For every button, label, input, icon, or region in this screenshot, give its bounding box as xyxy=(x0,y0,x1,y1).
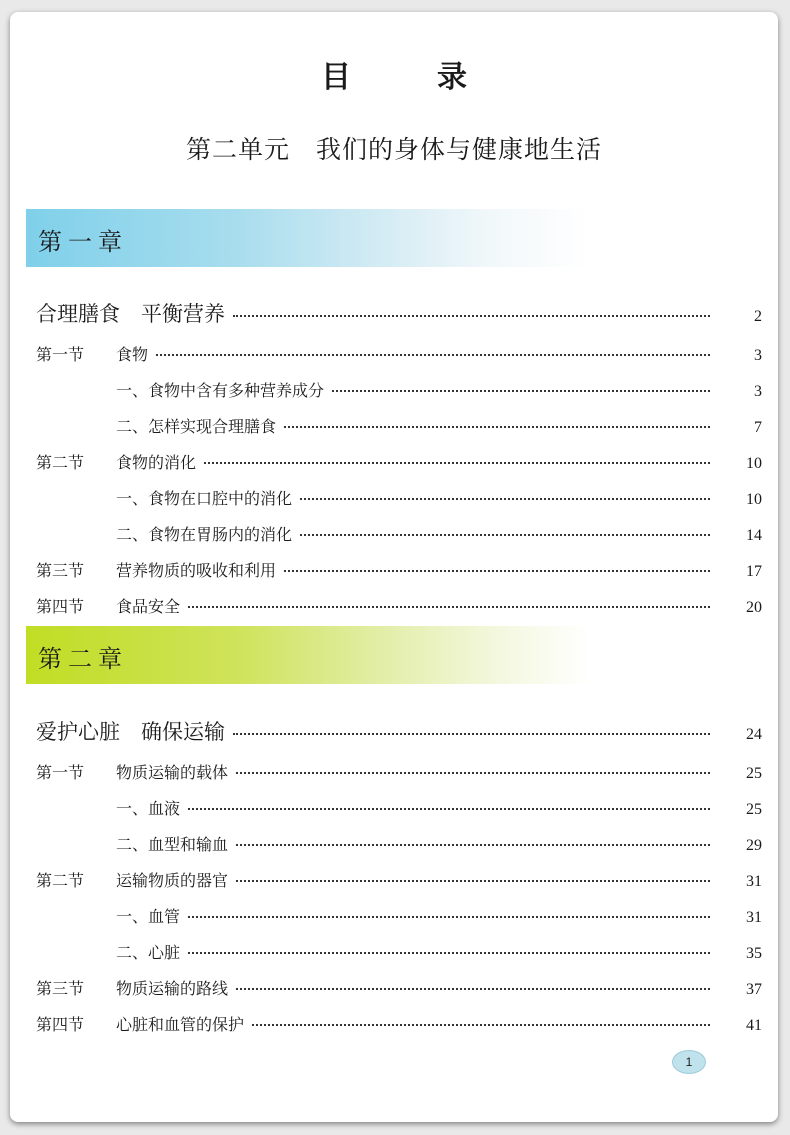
chapter-banner-1 xyxy=(26,209,778,267)
chapter-title-row-2[interactable] xyxy=(10,716,778,746)
chapter-label: 第一章 xyxy=(38,228,128,256)
chapter-title: 合理膳食 平衡营养 xyxy=(36,302,225,326)
leader-dots xyxy=(284,425,710,428)
entry-title: 食物 xyxy=(116,345,149,364)
toc-entry[interactable] xyxy=(10,868,778,891)
leader-dots xyxy=(236,879,710,882)
entry-title: 运输物质的器官 xyxy=(116,871,229,890)
entry-title: 二、食物在胃肠内的消化 xyxy=(116,525,293,544)
toc-entry[interactable] xyxy=(10,976,778,999)
page-number: 3 xyxy=(754,383,762,400)
chapter-label: 第二章 xyxy=(38,645,128,673)
page-number: 31 xyxy=(746,873,762,890)
toc-entry[interactable] xyxy=(10,1012,778,1035)
page-number-badge: 1 xyxy=(672,1050,706,1074)
page-title: 目 录 xyxy=(321,60,495,95)
toc-entry[interactable] xyxy=(10,940,778,963)
section-label: 第二节 xyxy=(36,453,85,472)
toc-entry[interactable] xyxy=(10,450,778,473)
toc-entry[interactable] xyxy=(10,832,778,855)
section-label: 第一节 xyxy=(36,763,85,782)
entry-title: 二、血型和输血 xyxy=(116,835,229,854)
unit-title: 第二单元 我们的身体与健康地生活 xyxy=(185,135,602,164)
toc-entry[interactable] xyxy=(10,342,778,365)
entry-title: 一、食物在口腔中的消化 xyxy=(116,489,293,508)
section-label: 第三节 xyxy=(36,561,85,580)
toc-entry[interactable] xyxy=(10,594,778,617)
chapter-title: 爱护心脏 确保运输 xyxy=(36,720,225,744)
leader-dots xyxy=(252,1023,710,1026)
page-number: 29 xyxy=(746,837,762,854)
entry-title: 营养物质的吸收和利用 xyxy=(116,561,277,580)
page-number: 7 xyxy=(754,419,762,436)
page-number: 31 xyxy=(746,909,762,926)
section-label: 第三节 xyxy=(36,979,85,998)
section-label: 第一节 xyxy=(36,345,85,364)
page-number: 20 xyxy=(746,599,762,616)
entry-title: 一、血液 xyxy=(116,799,181,818)
entry-title: 二、怎样实现合理膳食 xyxy=(116,417,277,436)
leader-dots xyxy=(156,353,710,356)
page-number: 10 xyxy=(746,491,762,508)
entry-title: 心脏和血管的保护 xyxy=(116,1015,245,1034)
leader-dots xyxy=(332,389,710,392)
entry-title: 一、血管 xyxy=(116,907,181,926)
leader-dots xyxy=(188,951,710,954)
leader-dots xyxy=(188,915,710,918)
entry-title: 食品安全 xyxy=(116,597,181,616)
chapter-banner-2 xyxy=(26,626,778,684)
chapter-title-row-1[interactable] xyxy=(10,298,778,328)
leader-dots xyxy=(188,605,710,608)
page-number: 10 xyxy=(746,455,762,472)
leader-dots xyxy=(233,314,710,317)
leader-dots xyxy=(284,569,710,572)
section-label: 第四节 xyxy=(36,597,85,616)
toc-entry[interactable] xyxy=(10,378,778,401)
page-number: 41 xyxy=(746,1017,762,1034)
toc-entry[interactable] xyxy=(10,558,778,581)
leader-dots xyxy=(300,533,710,536)
entry-title: 一、食物中含有多种营养成分 xyxy=(116,381,325,400)
page-number: 3 xyxy=(754,347,762,364)
leader-dots xyxy=(300,497,710,500)
entry-title: 食物的消化 xyxy=(116,453,197,472)
toc-page xyxy=(10,12,778,1122)
entry-title: 物质运输的路线 xyxy=(116,979,229,998)
page-number: 14 xyxy=(746,527,762,544)
page-number: 2 xyxy=(754,308,762,325)
toc-entry[interactable] xyxy=(10,904,778,927)
page-number: 25 xyxy=(746,765,762,782)
leader-dots xyxy=(236,771,710,774)
page-number: 24 xyxy=(746,726,762,743)
section-label: 第二节 xyxy=(36,871,85,890)
toc-entry[interactable] xyxy=(10,486,778,509)
entry-title: 二、心脏 xyxy=(116,943,181,962)
toc-entry[interactable] xyxy=(10,522,778,545)
leader-dots xyxy=(188,807,710,810)
leader-dots xyxy=(233,732,710,735)
toc-entry[interactable] xyxy=(10,414,778,437)
page-number: 17 xyxy=(746,563,762,580)
leader-dots xyxy=(236,843,710,846)
toc-entry[interactable] xyxy=(10,760,778,783)
entry-title: 物质运输的载体 xyxy=(116,763,229,782)
leader-dots xyxy=(236,987,710,990)
section-label: 第四节 xyxy=(36,1015,85,1034)
leader-dots xyxy=(204,461,710,464)
page-number: 37 xyxy=(746,981,762,998)
page-number: 35 xyxy=(746,945,762,962)
page-number: 25 xyxy=(746,801,762,818)
toc-entry[interactable] xyxy=(10,796,778,819)
